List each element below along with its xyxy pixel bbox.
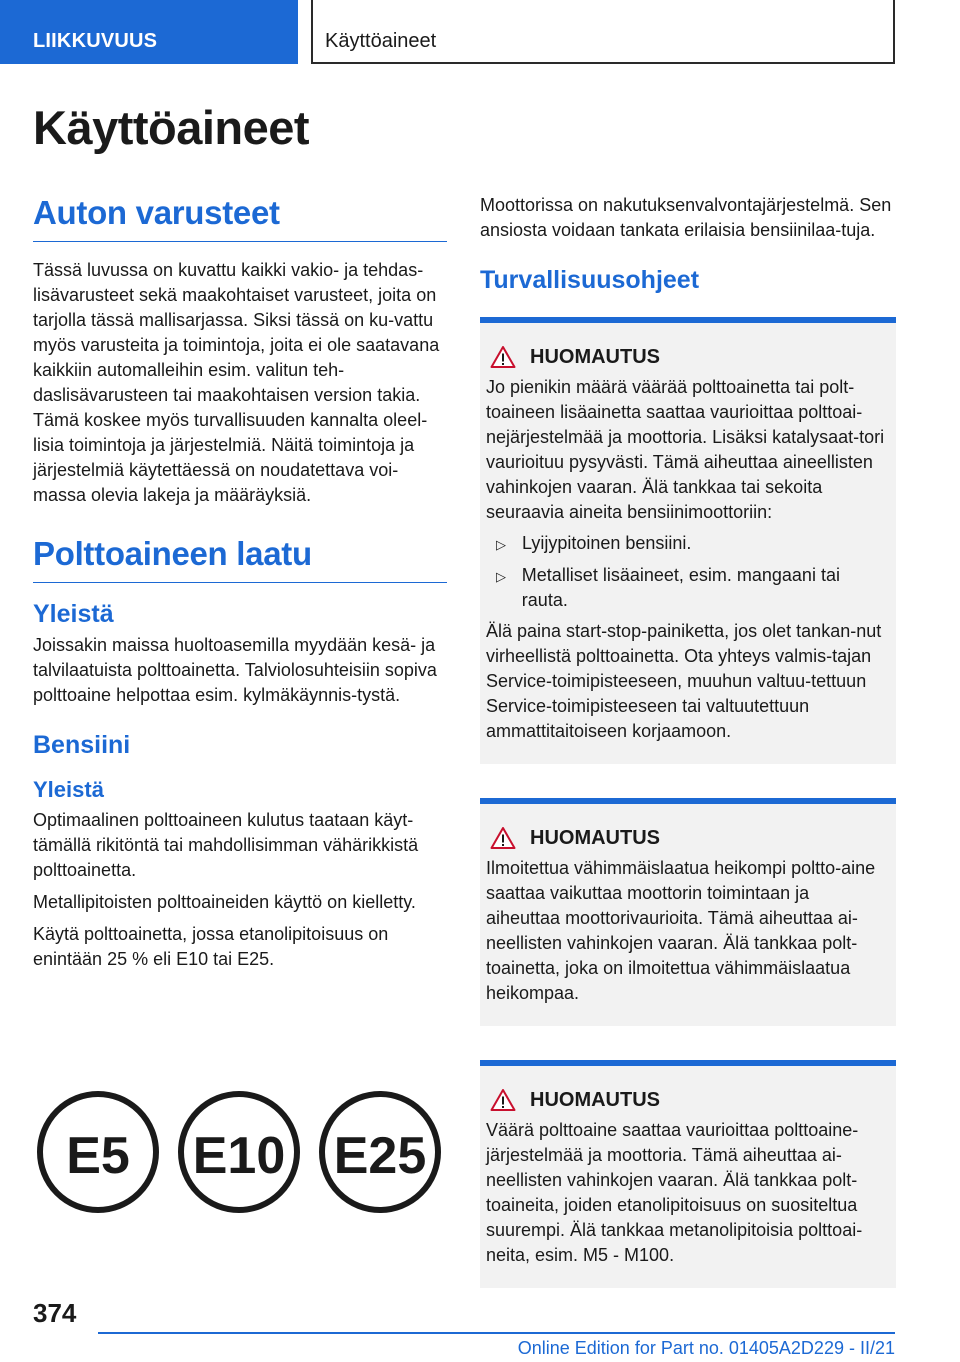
paragraph-equipment: Tässä luvussa on kuvattu kaikki vakio- ja tehdas-lisävarusteet sekä maakohtaiset varusteet, joita on tarjolla tässä mallisarjassa. Siksi tässä on ku-vattu myös varusteita ja toimintoja, joita ei ole saatavana kaikkiin automalleihin esim. valitun teh-daslisävarusteen tai maakohtaisen version takia. Tämä koskee myös turvallisuuden kannalta oleel-lisia toimintoja ja järjestelmiä. Näitä toimintoja ja järjestelmiä käytettäessä on noudatettava voi-massa olevia lakeja ja määräyksiä. — [33, 260, 440, 505]
sign-e25-label: E25 — [333, 1127, 427, 1185]
footer-divider — [98, 1332, 895, 1334]
subheading-yleista-bensiini: Yleistä — [33, 777, 104, 802]
warning-box-3 — [480, 1060, 896, 1288]
list-item-text: Lyijypitoinen bensiini. — [522, 533, 692, 553]
page-number: 374 — [33, 1298, 77, 1328]
heading-turvallisuusohjeet: Turvallisuusohjeet — [480, 266, 700, 294]
sign-e25 — [322, 1094, 438, 1210]
subheading-yleista: Yleistä — [33, 600, 114, 628]
heading-bensiini: Bensiini — [33, 731, 131, 759]
sign-e5 — [40, 1094, 156, 1210]
heading-auton-varusteet: Auton varusteet — [33, 193, 447, 242]
warning-text: Väärä polttoaine saattaa vaurioittaa polttoaine-järjestelmää ja moottoria. Tämä aiheuttaa ai-neellisten vahinkojen vaaran. Älä tankkaa polt-toaineita, joiden etanolipitoisuus on suositeltua suurempi. Älä tankkaa metanolipitoisia polttoai-neita, esim. M5 - M100. — [486, 1120, 863, 1265]
warning-box-2 — [480, 798, 896, 1026]
sign-e5-label: E5 — [66, 1127, 130, 1185]
warning-triangle-icon — [490, 1088, 516, 1112]
warning-text: Jo pienikin määrä väärää polttoainetta tai polt-toaineen lisäainetta saattaa vaurioittaa polttoai-nejärjestelmää ja moottoria. Lisäksi katalysaat-tori vaurioituu pysyvästi. Tämä aiheuttaa aineellisten vahinkojen vaaran. Älä tankkaa tai sekoita seuraavia aineita bensiinimoottoriin: — [486, 377, 885, 522]
heading-polttoaineen-laatu: Polttoaineen laatu — [33, 534, 447, 583]
list-item-text: Metalliset lisäaineet, esim. mangaani tai rauta. — [521, 565, 840, 610]
list-item — [496, 531, 888, 557]
fuel-grade-signs — [36, 1088, 442, 1216]
list-item — [496, 563, 888, 613]
paragraph-sulfur: Optimaalinen polttoaineen kulutus taataan käyt-tämällä rikitöntä tai mahdollisimman vähärikkistä polttoainetta. — [33, 810, 419, 880]
paragraph-metal: Metallipitoisten polttoaineiden käyttö on kielletty. — [33, 892, 416, 912]
paragraph-knock-control: Moottorissa on nakutuksenvalvontajärjestelmä. Sen ansiosta voidaan tankata erilaisia bensiinilaa-tuja. — [480, 195, 892, 240]
page-title: Käyttöaineet — [33, 101, 310, 154]
warning-title: HUOMAUTUS — [530, 826, 660, 849]
chapter-tab: LIIKKUVUUS — [0, 0, 298, 64]
footer-edition: Online Edition for Part no. 01405A2D229 - II/21 — [517, 1338, 895, 1358]
warning-text: Ilmoitettua vähimmäislaatua heikompi poltto-aine saattaa vaikuttaa moottorin toimintaan ja aiheuttaa moottorivaurioita. Tämä aiheuttaa ai-neellisten vahinkojen vaaran. Älä tankkaa polt-toainetta, joka on ilmoitettua vähimmäislaatua heikompaa. — [486, 858, 876, 1003]
sign-e10 — [181, 1094, 297, 1210]
triangle-bullet-icon: ▷ — [496, 569, 506, 584]
section-tab: Käyttöaineet — [311, 0, 895, 64]
triangle-bullet-icon: ▷ — [496, 537, 506, 552]
right-column — [480, 193, 896, 1288]
warning-title: HUOMAUTUS — [530, 345, 660, 368]
paragraph-fuel-quality: Joissakin maissa huoltoasemilla myydään kesä- ja talvilaatuista polttoainetta. Talviolosuhteisiin sopiva polttoaine helpottaa esim. kylmäkäynnis-tystä. — [33, 635, 437, 705]
warning-text-2: Älä paina start-stop-painiketta, jos olet tankan-nut virheellistä polttoainetta. Ota yhteys valmis-tajan Service-toimipisteeseen, muuhun valtuu-tettuun Service-toimipisteeseen tai valtuutettuun ammattitaitoiseen korjaamoon. — [486, 621, 882, 741]
warning-triangle-icon — [490, 826, 516, 850]
warning-box-1 — [480, 317, 896, 764]
warning-title: HUOMAUTUS — [530, 1088, 660, 1111]
paragraph-ethanol: Käytä polttoainetta, jossa etanolipitoisuus on enintään 25 % eli E10 tai E25. — [33, 924, 389, 969]
left-column — [33, 193, 447, 979]
warning-triangle-icon — [490, 345, 516, 369]
sign-e10-label: E10 — [192, 1127, 286, 1185]
